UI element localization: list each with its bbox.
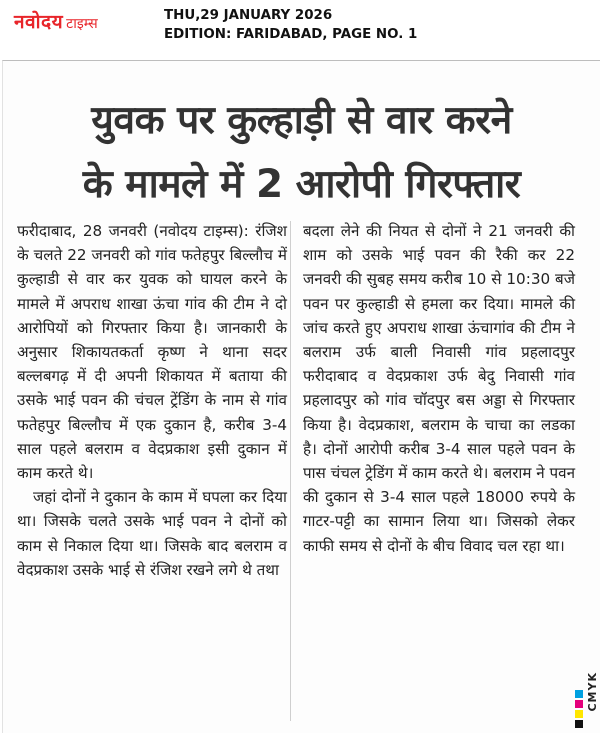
article-clipping — [2, 60, 600, 733]
edition-info — [164, 6, 417, 44]
newspaper-logo — [14, 8, 98, 34]
cmyk-swatch-yellow — [575, 710, 583, 718]
article-paragraph: बदला लेने की नियत से दोनों ने 21 जनवरी की शाम को उसके भाई पवन की रैकी कर 22 जनवरी की सुबह समय करीब 10 से 10:30 बजे पवन पर कुल्हाडी से हमला कर दिया। मामले की जांच करते हुए अपराध शाखा ऊंचागांव की टीम ने बलराम उर्फ बाली निवासी गांव प्रहलादपुर फरीदाबाद व वेदप्रकाश उर्फ बेदु निवासी गांव प्रहलादपुर को गांव चॉदपुर बस अड्डा से गिरफ्तार किया है। वेदप्रकाश, बलराम के चाचा का लडका है। दोनों आरोपी करीब 3-4 साल पहले पवन के पास चंचल ट्रेडिंग में काम करते थे। बलराम ने पवन की दुकान से 3-4 साल पहले 18000 रुपये के गाटर-पट्टी का सामान लिया था। जिसको लेकर काफी समय से दोनों के बीच विवाद चल रहा था। — [303, 222, 576, 555]
headline-line-2: के मामले में 2 आरोपी गिरफ्तार — [82, 162, 521, 207]
masthead — [0, 0, 601, 58]
logo-sub-text: टाइम्स — [66, 16, 98, 32]
cmyk-swatch-black — [575, 720, 583, 728]
logo-main-text: नवोदय — [14, 11, 64, 33]
article-headline — [3, 61, 600, 217]
article-column-left — [17, 219, 287, 582]
article-paragraph: जहां दोनों ने दुकान के काम में घपला कर दिया था। जिसके चलते उसके भाई पवन ने दोनों को काम से निकाल दिया था। जिसके बाद बलराम व वेदप्रकाश उसके भाई से रंजिश रखने लगे थे तथा — [17, 488, 287, 579]
column-divider — [290, 221, 291, 721]
edition-date: THU,29 JANUARY 2026 — [164, 8, 333, 23]
cmyk-swatch-magenta — [575, 700, 583, 708]
cmyk-label: CMYK — [586, 672, 599, 712]
cmyk-swatch-cyan — [575, 690, 583, 698]
article-column-right — [303, 219, 575, 558]
headline-line-1: युवक पर कुल्हाड़ी से वार करने — [91, 98, 512, 143]
article-paragraph: फरीदाबाद, 28 जनवरी (नवोदय टाइम्स): रंजिश के चलते 22 जनवरी को गांव फतेहपुर बिल्लौच में कुल्हाडी से वार कर युवक को घायल करने के मामले में अपराध शाखा ऊंचा गांव की टीम ने दो आरोपियों को गिरफ्तार किया है। जानकारी के अनुसार शिकायतकर्ता कृष्ण ने थाना सदर बल्लबगढ़ में दी अपनी शिकायत में बताया की उसके भाई पवन की चंचल ट्रेंडिंग के नाम से गांव फतेहपुर बिल्लौच में एक दुकान है, करीब 3-4 साल पहले बलराम व वेदप्रकाश इसी दुकान में काम करते थे। — [17, 222, 287, 483]
edition-page: EDITION: FARIDABAD, PAGE NO. 1 — [164, 27, 418, 42]
